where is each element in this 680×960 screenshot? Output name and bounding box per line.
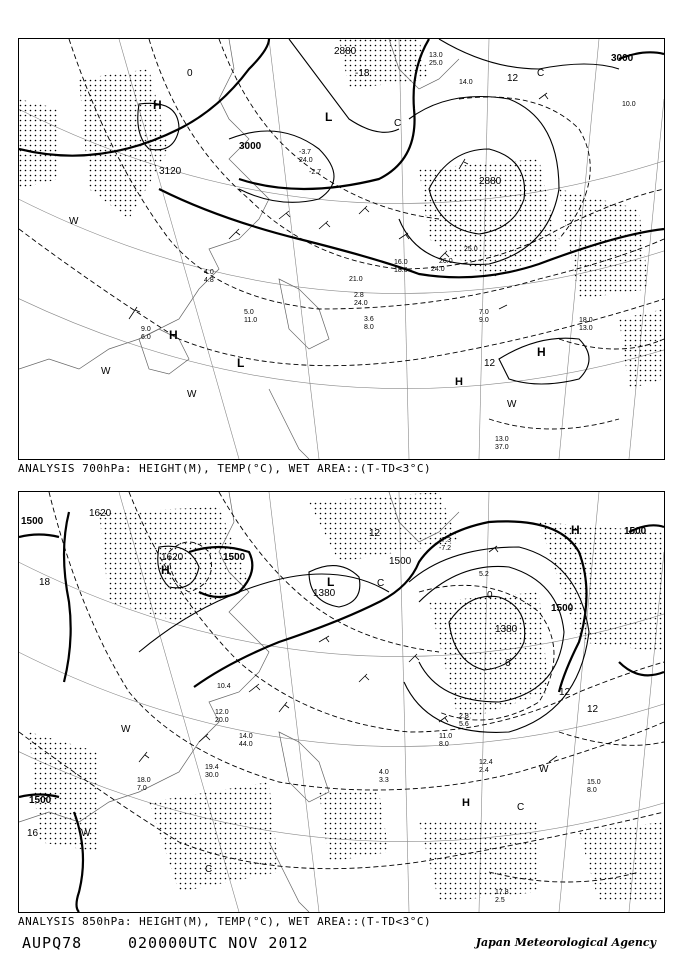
warm-center: W (187, 389, 197, 400)
cold-center: C (517, 802, 525, 813)
station-value: 7.0 (479, 309, 489, 316)
station-value: 37.0 (495, 444, 509, 451)
isotherm-label: 0 (187, 68, 193, 79)
warm-center: W (81, 828, 91, 839)
station-value: -7.2 (439, 545, 452, 552)
cold-center: C (205, 864, 213, 875)
height-label: 1500 (551, 603, 574, 614)
wet-area (19, 39, 664, 389)
isotherm-label: 12 (587, 704, 599, 715)
station-value: 16.0 (394, 259, 408, 266)
station-value: 5.2 (479, 571, 489, 578)
height-label: 3120 (159, 166, 182, 177)
low-pressure-center: L (325, 110, 333, 124)
station-value: 24.0 (299, 157, 313, 164)
high-pressure-center: H (161, 563, 170, 577)
chart-datetime: 020000UTC NOV 2012 (128, 934, 309, 952)
station-value: 12.0 (215, 709, 229, 716)
station-value: 20.0 (215, 717, 229, 724)
cold-center: C (537, 68, 545, 79)
isotherm-label: 0 (487, 590, 493, 601)
station-value: 14.0 (459, 79, 473, 86)
warm-center: W (507, 399, 517, 410)
isotherm-label: -18 (355, 68, 370, 79)
station-value: 13.0 (429, 52, 443, 59)
map-850hpa (19, 492, 664, 912)
station-value: 5.0 (244, 309, 254, 316)
height-label: 1380 (495, 624, 518, 635)
station-value: 3.3 (379, 777, 389, 784)
height-label: 1500 (624, 526, 647, 537)
height-label: 1620 (89, 508, 112, 519)
isotherm-label: 6 (505, 658, 511, 669)
station-value: 8.0 (439, 741, 449, 748)
station-value: 44.0 (239, 741, 253, 748)
station-value: 8.0 (587, 787, 597, 794)
station-value: 2.4 (479, 767, 489, 774)
station-value: 11.0 (244, 317, 258, 324)
station-value: 9.0 (141, 326, 151, 333)
station-value: 14.0 (239, 733, 253, 740)
station-value: 17.8 (495, 889, 509, 896)
station-value: 4.0 (204, 269, 214, 276)
high-pressure-center: H (169, 328, 178, 342)
high-pressure-center: H (455, 376, 463, 388)
high-pressure-center: H (537, 345, 546, 359)
station-value: 10.4 (217, 683, 231, 690)
isotherm-label: 12 (369, 528, 381, 539)
station-value: 15.0 (587, 779, 601, 786)
chart-700hpa (18, 38, 665, 460)
high-pressure-center: H (79, 852, 80, 853)
isotherm-label: 18 (39, 577, 51, 588)
cold-center: C (394, 118, 402, 129)
station-value: 18.0 (137, 777, 151, 784)
height-label: 1500 (223, 552, 246, 563)
height-label: 1500 (389, 556, 412, 567)
isotherm-label: 12 (507, 73, 519, 84)
station-value: 25.0 (429, 60, 443, 67)
station-value: 18.0 (579, 317, 593, 324)
height-label: 1500 (21, 516, 44, 527)
station-value: 5.6 (459, 721, 469, 728)
caption-700hpa: ANALYSIS 700hPa: HEIGHT(M), TEMP(°C), WET AREA::(T-TD<3°C) (18, 462, 432, 475)
height-label: 1500 (29, 795, 52, 806)
station-value: 4.8 (204, 277, 214, 284)
isotherm-label: 12 (484, 358, 496, 369)
station-value: 4.0 (379, 769, 389, 776)
station-value: 8.0 (364, 324, 374, 331)
station-value: 25.0 (464, 246, 478, 253)
station-value: 19.4 (205, 764, 219, 771)
height-label: 3000 (239, 141, 262, 152)
station-value: -3.7 (299, 149, 312, 156)
station-value: 11.0 (439, 733, 453, 740)
map-700hpa (19, 39, 664, 459)
low-pressure-center: L (327, 575, 335, 589)
station-value: 21.0 (349, 276, 363, 283)
height-label: 1380 (313, 588, 336, 599)
station-value: 13.0 (495, 436, 509, 443)
height-label: 1620 (161, 552, 184, 563)
station-value: 3.6 (364, 316, 374, 323)
station-value: 2.8 (354, 292, 364, 299)
high-pressure-center: H (571, 523, 580, 537)
station-value: 12.4 (479, 759, 493, 766)
station-value: 7.0 (137, 785, 147, 792)
station-value: 24.0 (431, 266, 445, 273)
height-label: 2880 (334, 46, 357, 57)
station-value: 24.0 (354, 300, 368, 307)
height-label: 3000 (611, 53, 634, 64)
warm-center: W (69, 216, 79, 227)
high-pressure-center: H (462, 797, 470, 809)
station-value: 6.0 (141, 334, 151, 341)
low-pressure-center: L (237, 356, 245, 370)
chart-code: AUPQ78 (22, 934, 83, 952)
isotherm-label: 16 (27, 828, 39, 839)
cold-center: C (377, 578, 385, 589)
warm-center: W (539, 764, 549, 775)
station-value: -7.3 (439, 537, 452, 544)
agency-name: Japan Meteorological Agency (475, 936, 656, 949)
station-value: 10.0 (622, 101, 636, 108)
chart-850hpa (18, 491, 665, 913)
caption-850hpa: ANALYSIS 850hPa: HEIGHT(M), TEMP(°C), WET AREA::(T-TD<3°C) (18, 915, 432, 928)
station-value: 9.0 (479, 317, 489, 324)
high-pressure-center: H (153, 98, 162, 112)
station-value: 2.8 (459, 713, 469, 720)
station-value: 26.0 (439, 258, 453, 265)
station-value: 2.5 (495, 897, 505, 904)
station-value: 30.0 (205, 772, 219, 779)
station-value: -2.7 (309, 169, 322, 176)
warm-center: W (101, 366, 111, 377)
height-label: 2880 (479, 176, 502, 187)
station-value: 13.0 (579, 325, 593, 332)
isotherm-label: 12 (559, 687, 571, 698)
station-value: 18.0 (394, 267, 408, 274)
warm-center: W (121, 724, 131, 735)
